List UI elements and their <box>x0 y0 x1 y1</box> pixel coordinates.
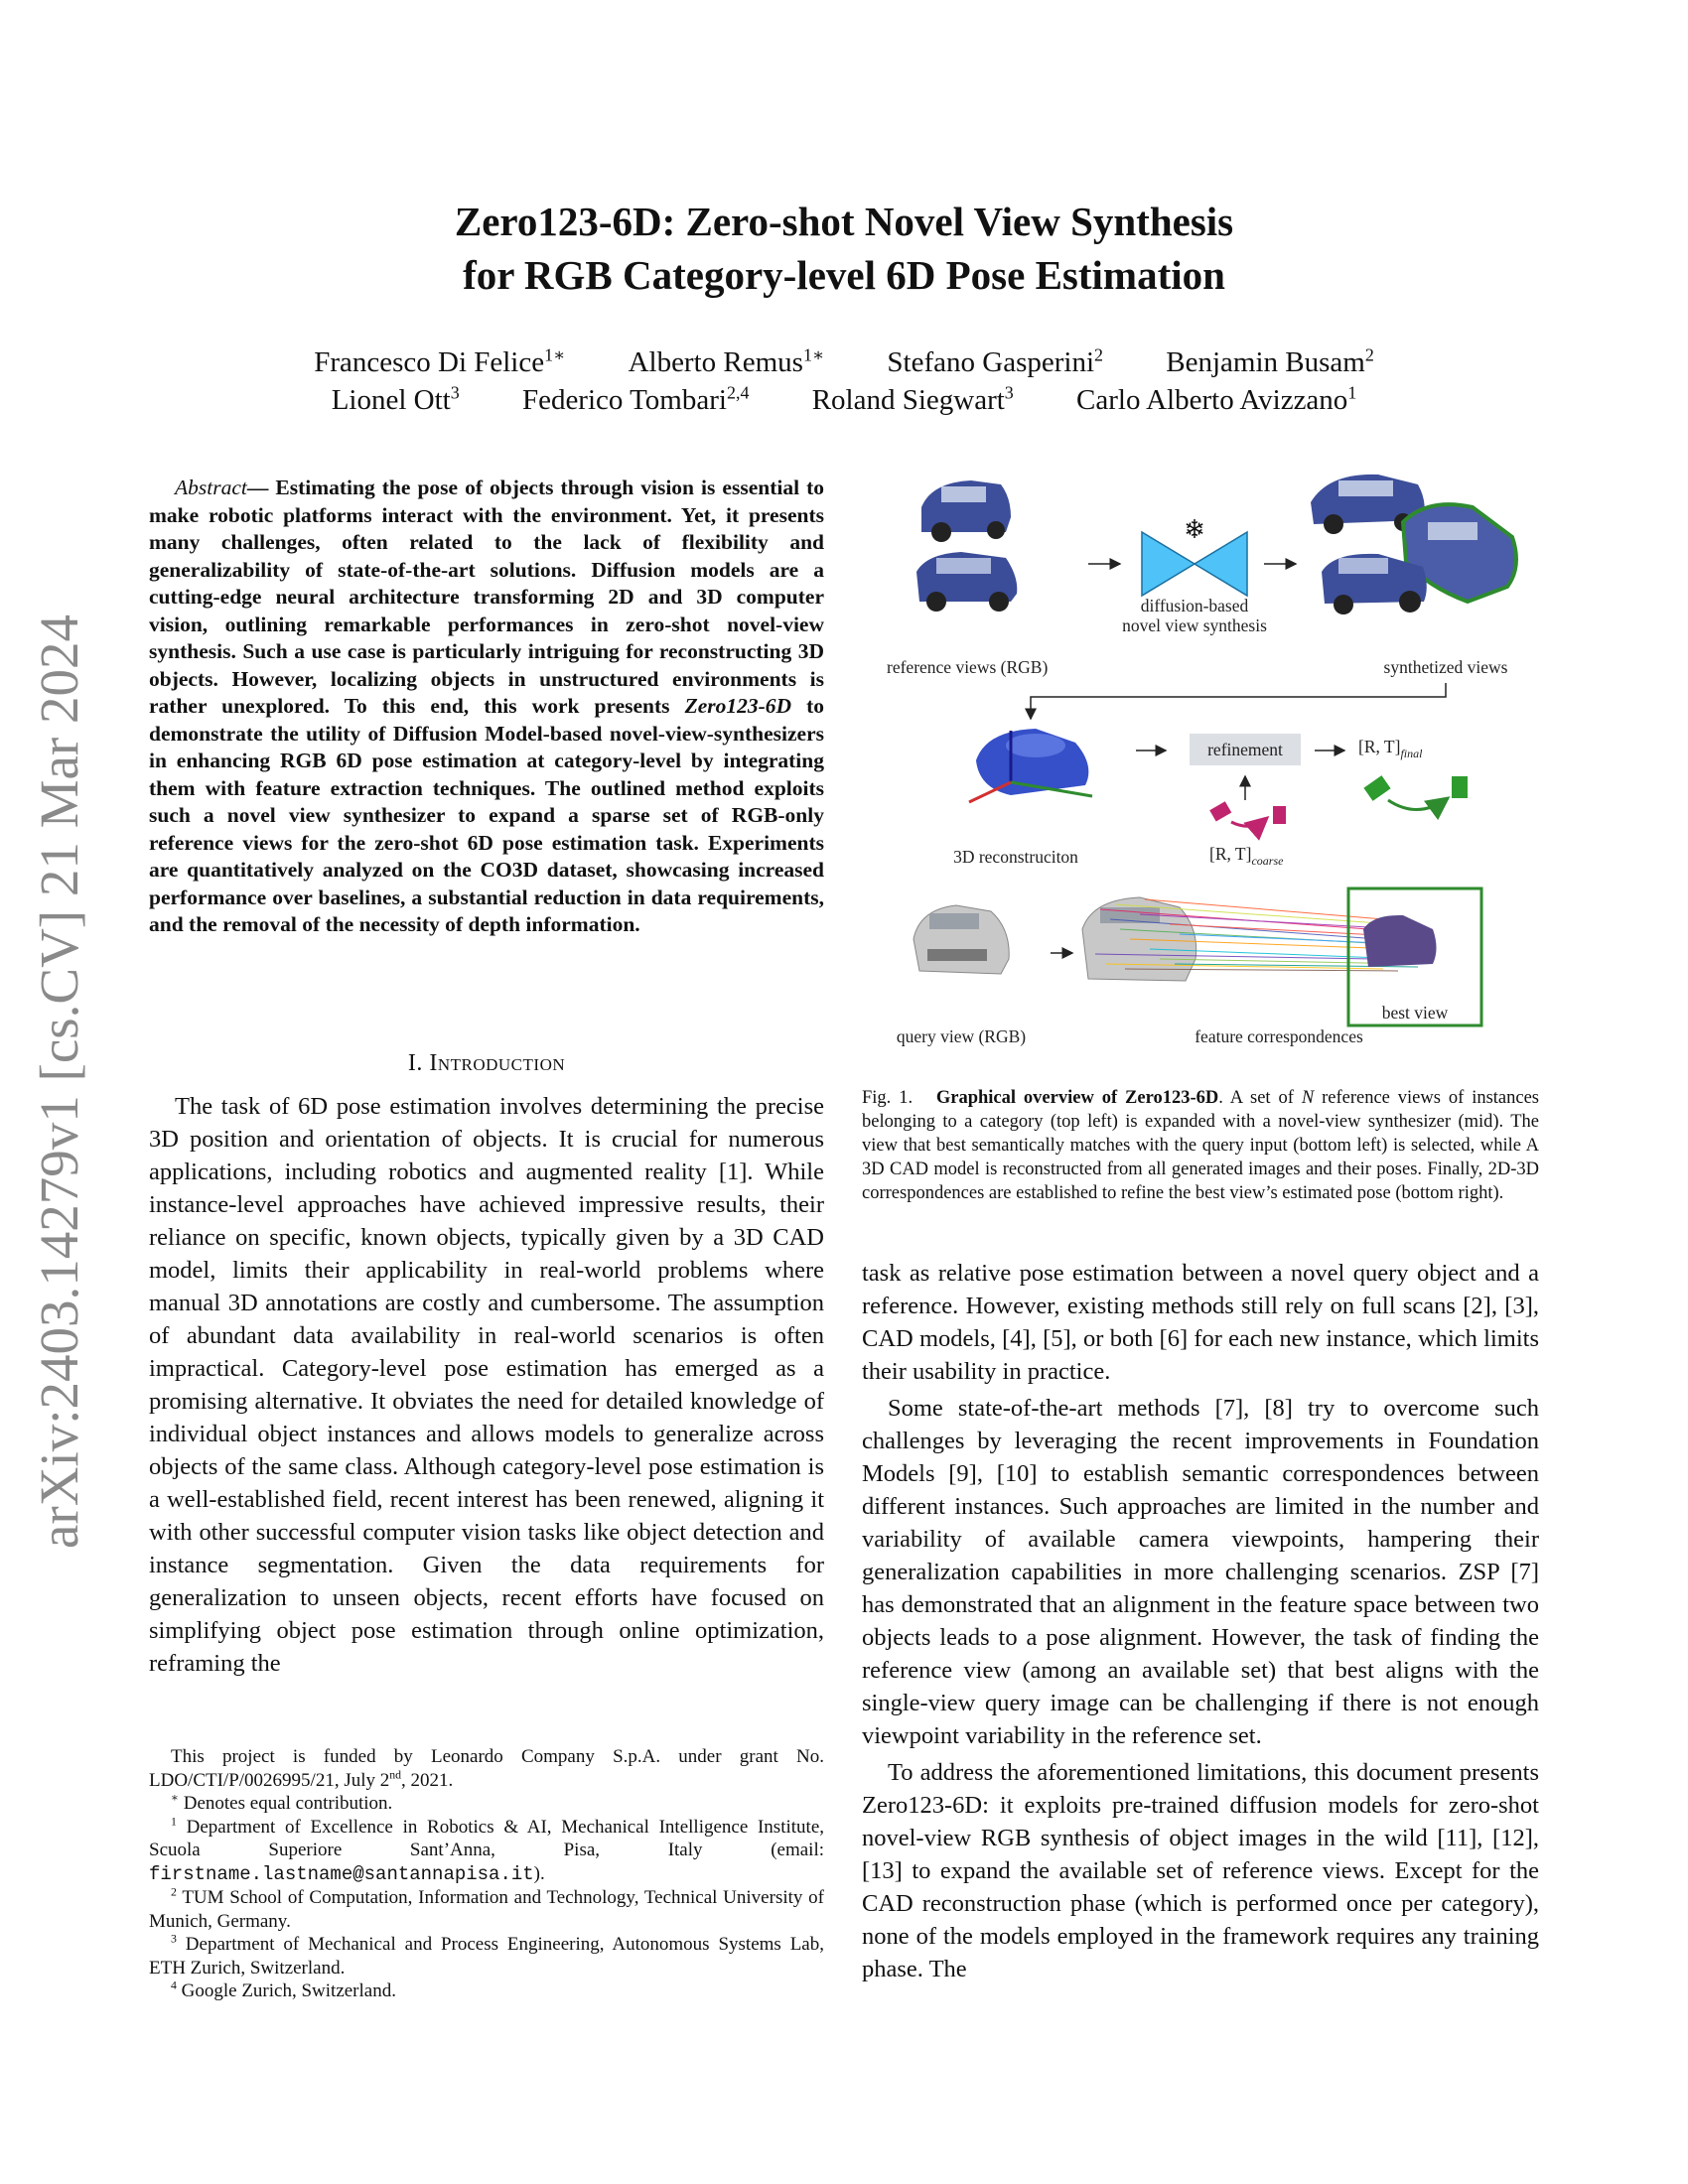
coarse-pose-icon <box>1209 801 1286 826</box>
figure-caption: Fig. 1. Graphical overview of Zero123-6D. A set of N reference views of instances belonging to a category (top left) is expanded with a novel-view synthesizer (mid). The view that best semantically matches with the query input (bottom left) is selected, while A 3D CAD model is reconstructed from all generated images and their poses. Finally, 2D-3D correspondences are established to refine the best view’s estimated pose (bottom right). <box>862 1088 1540 1203</box>
frozen-snowflake-icon: ❄ <box>1184 515 1205 544</box>
affiliation-4: $^4$ Google Zurich, Switzerland. <box>171 1979 396 2001</box>
author: Benjamin Busam$^2$ <box>1166 344 1374 378</box>
equal-contribution-note: ∗ Denotes equal contribution. <box>171 1791 393 1814</box>
author-row-2 <box>0 381 1688 419</box>
author: Roland Siegwart$^3$ <box>811 382 1014 416</box>
paragraph: To address the aforementioned limitations, this document presents Zero123-6D: it exploits pre-trained diffusion models for zero-shot novel-view RGB synthesis of object images in the wild [11], [12], [13] to expand the available set of reference views. Except for the CAD reconstruction phase (which is performed once per category), none of the models employed in the framework requires any training phase. The <box>862 1759 1539 1982</box>
section-heading: I. Introduction <box>407 1050 566 1076</box>
connector-arrow <box>1031 683 1446 719</box>
method-name: Zero123-6D <box>684 694 792 718</box>
author-row-1 <box>0 343 1688 381</box>
affiliation-2: $^2$ TUM School of Computation, Information and Technology, Technical University of Munich, Germany. <box>149 1885 824 1932</box>
caption-prefix: Fig. 1. <box>862 1088 914 1108</box>
abstract-label: Abstract <box>175 476 247 499</box>
paragraph: task as relative pose estimation between a novel query object and a reference. However, existing methods still rely on full scans [2], [3], CAD models, [4], [5], or both [6] for each new instance, which limits their usability in practice. <box>862 1260 1539 1385</box>
paper-title <box>0 195 1688 302</box>
funding-note: This project is funded by Leonardo Company S.p.A. under grant No. LDO/CTI/P/0026995/21, July 2nd, 2021. <box>149 1746 824 1791</box>
author: Lionel Ott$^3$ <box>331 382 460 416</box>
diffusion-label-1: diffusion-based <box>1140 596 1249 615</box>
author: Carlo Alberto Avizzano$^1$ <box>1076 382 1357 416</box>
author: Federico Tombari$^{2,4}$ <box>521 382 750 416</box>
abstract: Abstract— Estimating the pose of objects through vision is essential to make robotic platforms interact with the environment. Yet, it presents many challenges, often related to the lack of flexibility and generalizability of state-of-the-art solutions. Diffusion models are a cutting-edge neural architecture transforming 2D and 3D computer vision, outlining remarkable performances in zero-shot novel-view synthesis. Such a use case is particularly intriguing for reconstructing 3D objects. However, localizing objects in unstructured environments is rather unexplored. To this end, this work presents Zero123-6D to demonstrate the utility of Diffusion Model-based novel-view-synthesizers in enhancing RGB 6D pose estimation at category-level by integrating them with feature extraction techniques. The outlined method exploits such a novel view synthesizer to expand a sparse set of RGB-only reference views for the zero-shot 6D pose estimation task. Experiments are quantitatively analyzed on the CO3D dataset, showcasing increased performance over baselines, a substantial reduction in data requirements, and the removal of the necessity of depth information. <box>149 476 824 936</box>
author: Alberto Remus$^{1∗}$ <box>628 344 825 378</box>
author-list <box>0 343 1688 419</box>
3d-reconstruction-model <box>969 729 1092 802</box>
final-pose-icon <box>1363 775 1468 809</box>
arxiv-identifier: arXiv:2403.14279v1 [cs.CV] 21 Mar 2024 <box>29 614 89 1549</box>
paragraph: Some state-of-the-art methods [7], [8] try to overcome such challenges by leveraging the recent improvements in Foundation Models [9], [10] to establish semantic correspondences between different instances. Such approaches are limited in the number and variability of available camera viewpoints, hampering their generalization capabilities in more challenging scenarios. ZSP [7] has demonstrated that an alignment in the feature space between two objects leads to a pose alignment. However, the task of finding the reference view (among an available set) that best aligns with the single-view query image can be challenging if there is not enough viewpoint variability in the reference set. <box>862 1395 1539 1749</box>
best-view-label: best view <box>1381 1003 1449 1023</box>
title-line-2: for RGB Category-level 6D Pose Estimation <box>463 252 1225 298</box>
query-view-label: query view (RGB) <box>896 1026 1027 1046</box>
rt-coarse-label: [R, $T]_{coarse}$ <box>1209 844 1284 868</box>
introduction-text <box>149 1090 824 1680</box>
email: firstname.lastname@santannapisa.it <box>149 1862 534 1885</box>
synthetized-views-label: synthetized views <box>1383 657 1508 677</box>
arxiv-sidebar <box>28 614 137 1628</box>
reference-views-label: reference views (RGB) <box>887 657 1049 677</box>
affiliation-1: $^1$ Department of Excellence in Robotics & AI, Mechanical Intelligence Institute, Scuola Superiore Sant’Anna, Pisa, Italy (email: firstname.lastname@santannapisa.it). <box>149 1815 824 1885</box>
figure-1-overview <box>862 463 1539 1058</box>
rt-final-label: [R, $T]_{final}$ <box>1358 737 1423 760</box>
caption-title: Graphical overview of Zero123-6D <box>935 1088 1219 1108</box>
diffusion-label-2: novel view synthesis <box>1122 615 1267 635</box>
title-line-1: Zero123-6D: Zero-shot Novel View Synthesis <box>454 199 1234 244</box>
reconstruction-label: 3D reconstruciton <box>953 847 1078 867</box>
author: Stefano Gasperini$^2$ <box>887 344 1103 378</box>
author: Francesco Di Felice$^{1∗}$ <box>314 344 566 378</box>
query-car <box>914 905 1009 974</box>
right-column-text <box>862 1257 1539 1989</box>
affiliation-3: $^3$ Department of Mechanical and Process Engineering, Autonomous Systems Lab, ETH Zurich, Switzerland. <box>149 1932 824 1979</box>
reference-car-2 <box>916 552 1017 612</box>
refinement-label: refinement <box>1207 740 1283 759</box>
feature-correspondences <box>1082 897 1437 981</box>
reference-car-1 <box>921 480 1011 542</box>
footnotes <box>149 1745 824 2003</box>
paragraph: The task of 6D pose estimation involves determining the precise 3D position and orientation of objects. It is crucial for numerous applications, including robotics and augmented reality [1]. While instance-level approaches have achieved impressive results, their reliance on specific, known objects, typically given by a 3D CAD model, limits their applicability in real-world problems where manual 3D annotations are costly and cumbersome. The assumption of abundant data availability in real-world scenarios is often impractical. Category-level pose estimation has emerged as a promising alternative. It obviates the need for detailed knowledge of individual object instances and allows models to generalize across objects of the same class. Although category-level pose estimation is a well-established field, recent interest has been renewed, aligning it with other successful computer vision tasks like object detection and instance segmentation. Given the data requirements for generalization to unseen objects, recent efforts have focused on simplifying object pose estimation through online optimization, reframing the <box>149 1093 824 1677</box>
feature-correspondences-label: feature correspondences <box>1195 1026 1363 1046</box>
